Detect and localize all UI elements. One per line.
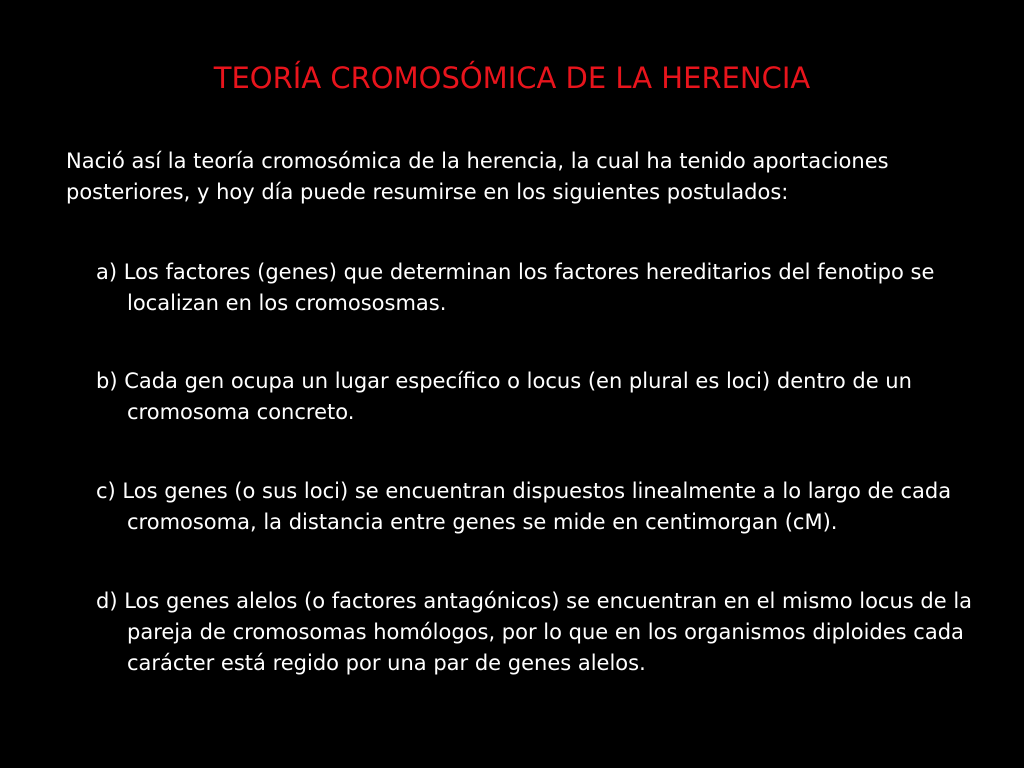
- postulate-item-a: a) Los factores (genes) que determinan los factores hereditarios del fenotipo se localizan en los cromososmas.: [96, 260, 935, 315]
- postulate-item-d: d) Los genes alelos (o factores antagónicos) se encuentran en el mismo locus de la pareja de cromosomas homólogos, por lo que en los organismos diploides cada carácter está regido por una par de genes alelos.: [96, 589, 973, 675]
- postulate-item-c: c) Los genes (o sus loci) se encuentran dispuestos linealmente a lo largo de cada cromosoma, la distancia entre genes se mide en centimorgan (cM).: [96, 479, 952, 534]
- slide-title: TEORÍA CROMOSÓMICA DE LA HERENCIA: [213, 61, 811, 95]
- intro-paragraph: Nació así la teoría cromosómica de la herencia, la cual ha tenido aportaciones posteriores, y hoy día puede resumirse en los siguientes postulados:: [66, 149, 889, 204]
- postulate-item-b: b) Cada gen ocupa un lugar específico o locus (en plural es loci) dentro de un cromosoma concreto.: [96, 369, 912, 424]
